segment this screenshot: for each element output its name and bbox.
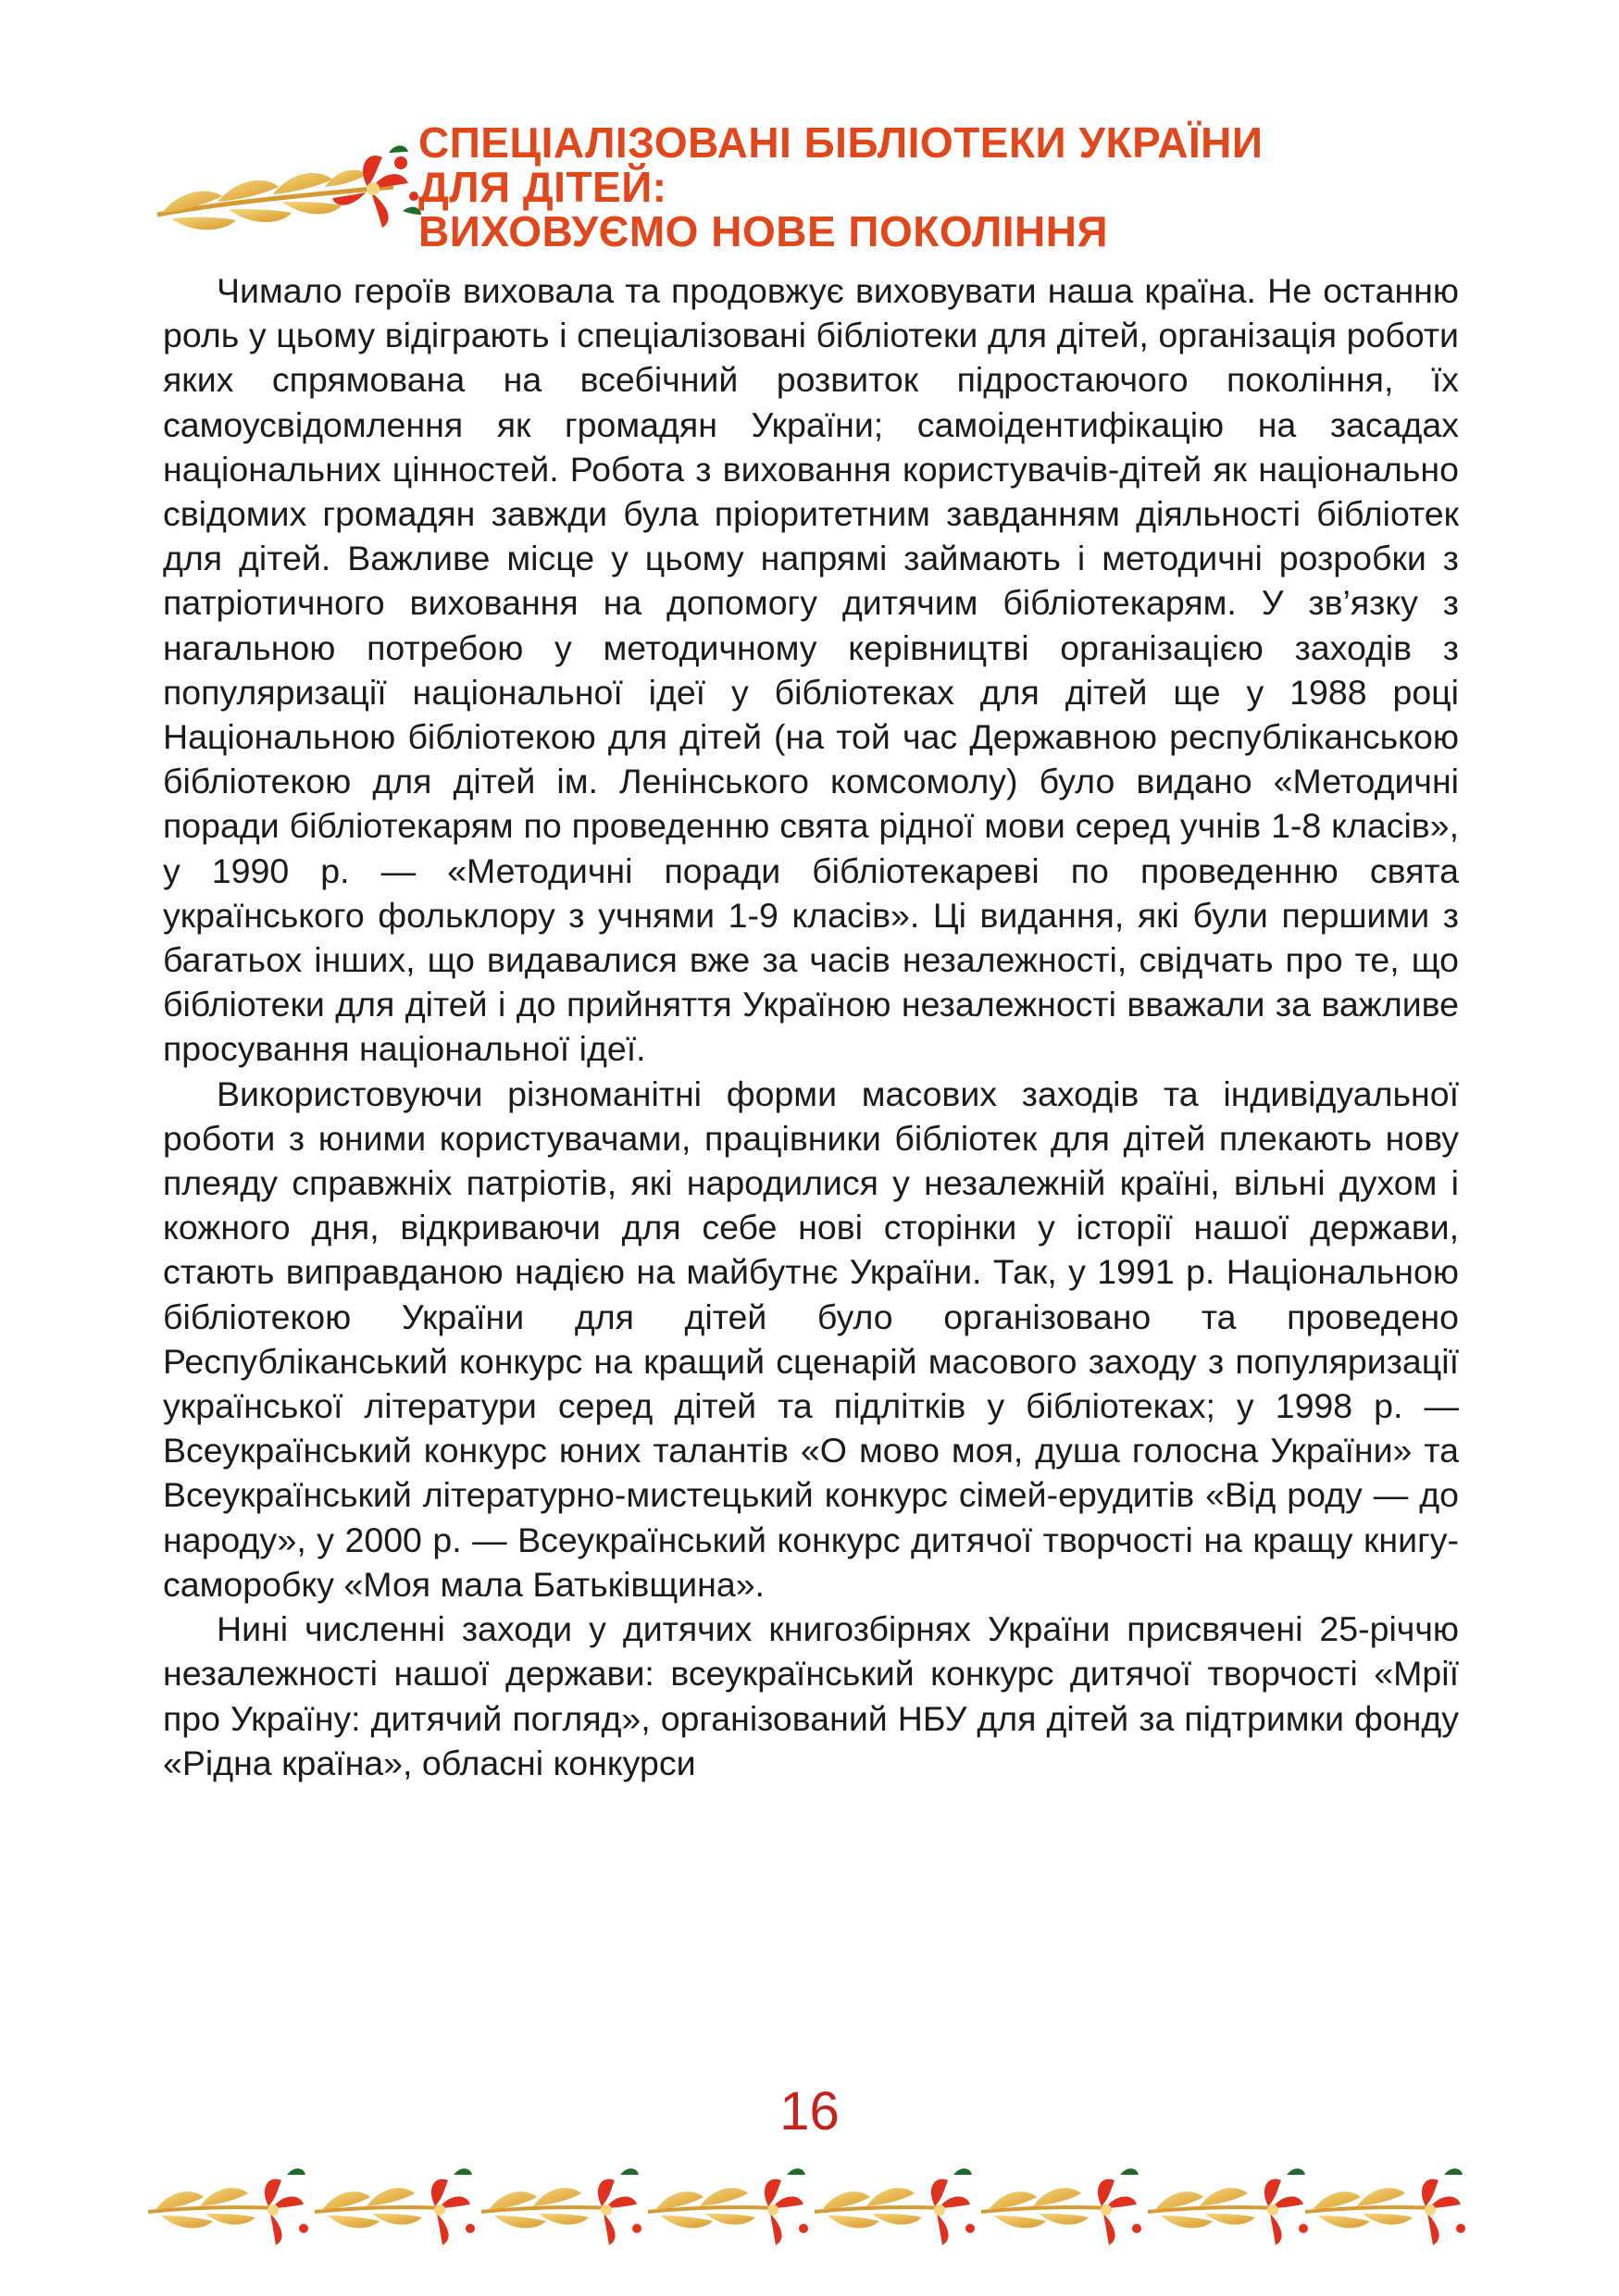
title-line-1: СПЕЦІАЛІЗОВАНІ БІБЛІОТЕКИ УКРАЇНИ [418, 118, 1264, 167]
title-line-3: ВИХОВУЄМО НОВЕ ПОКОЛІННЯ [418, 207, 1109, 255]
title-line-2: ДЛЯ ДІТЕЙ: [418, 163, 667, 211]
header-floral-ornament-icon [153, 139, 426, 250]
paragraph-1: Чимало героїв виховала та продовжує виховувати наша країна. Не останню роль у цьому відіграють і спеціалізовані бібліотеки для дітей, організація роботи яких спрямована на всебічний розвиток підростаючого покоління, їх самоусвідомлення як громадян України; самоідентифікацію на засадах національних цінностей. Робота з виховання користувачів-дітей як національно свідомих громадян завжди була пріоритетним завданням діяльності бібліотек для дітей. Важливе місце у цьому напрямі займають і методичні розробки з патріотичного виховання на допомогу дитячим бібліотекарям. У зв’язку з нагальною потребою у методичному керівництві організацією заходів з популяризації національної ідеї у бібліотеках для дітей ще у 1988 році Національною бібліотекою для дітей (на той час Державною республіканською бібліотекою для дітей ім. Ленінського комсомолу) було видано «Методичні поради бібліотекарям по проведенню свята рідної мови серед учнів 1-8 класів», у 1990 р. — «Методичні поради бібліотекареві по проведенню свята українського фольклору з учнями 1-9 класів». Ці видання, які були першими з багатьох інших, що видавалися вже за часів незалежності, свідчать про те, що бібліотеки для дітей і до прийняття Україною незалежності вважали за важливе просування національної ідеї. [163, 271, 1459, 1069]
paragraph-2: Використовуючи різноманітні форми масових заходів та індивідуальної роботи з юними користувачами, працівники бібліотек для дітей плекають нову плеяду справжніх патріотів, які народилися у незалежній країні, вільні духом і кожного дня, відкриваючи для себе нові сторінки у історії нашої держави, стають виправданою надією на майбутнє України. Так, у 1991 р. Національною бібліотекою України для дітей було організовано та проведено Республіканський конкурс на кращий сценарій масового заходу з популяризації української літератури серед дітей та підлітків у бібліотеках; у 1998 р. — Всеукраїнський конкурс юних талантів «О мово моя, душа голосна України» та Всеукраїнський літературно-мистецький конкурс сімей-ерудитів «Від роду — до народу», у 2000 р. — Всеукраїнський конкурс дитячої творчості на кращу книгу-саморобку «Моя мала Батьківщина». [163, 1074, 1459, 1604]
article-body [163, 268, 1459, 1785]
page-number: 16 [779, 2081, 840, 2141]
page-title [418, 120, 1483, 254]
footer-floral-border-icon [148, 2156, 1472, 2267]
paragraph-3: Нині численні заходи у дитячих книгозбірнях України присвячені 25-річчю незалежності нашої держави: всеукраїнський конкурс дитячої творчості «Мрії про Україну: дитячий погляд», організований НБУ для дітей за підтримки фонду «Рідна країна», обласні конкурси [163, 1609, 1459, 1782]
